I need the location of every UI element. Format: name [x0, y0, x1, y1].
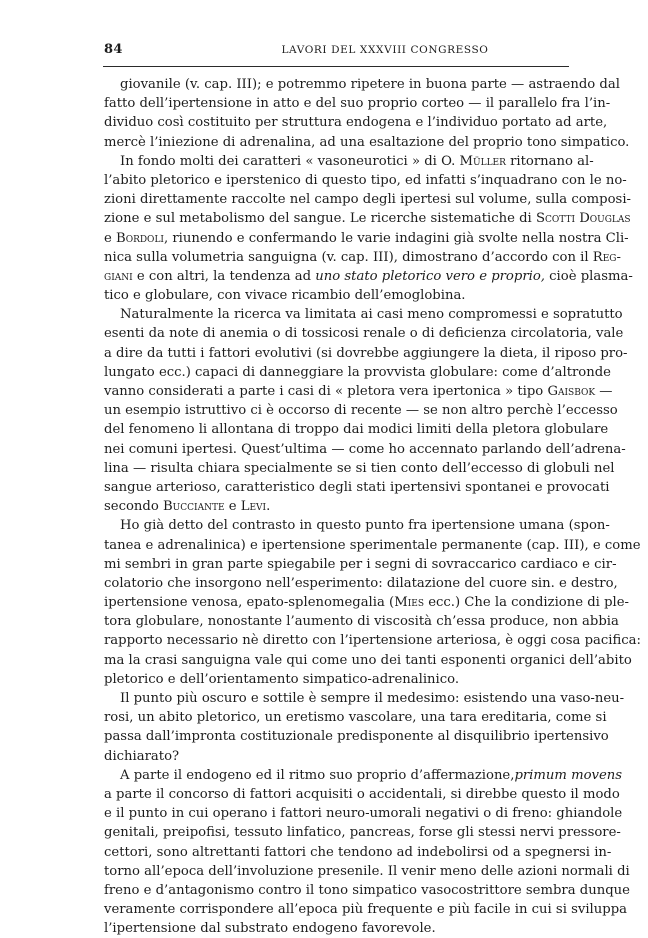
line-text: zioni direttamente raccolte nel campo degli ipertesi sul volume, sulla composi-	[104, 192, 631, 208]
line-text: rapporto necessario nè diretto con l’ipertensione arteriosa, è oggi cosa pacifica:	[104, 633, 641, 649]
paragraph	[104, 689, 625, 766]
line-text: e con altri, la tendenza ad	[132, 268, 316, 284]
author-name: Scotti Douglas	[535, 211, 631, 227]
paragraph	[104, 152, 633, 306]
text-line	[104, 708, 607, 727]
text-line	[104, 113, 608, 132]
line-text: mercè l’iniezione di adrenalina, ad una esaltazione del proprio tono simpatico.	[104, 134, 630, 150]
paragraph	[104, 516, 641, 689]
line-text: lungato ecc.) capaci di danneggiare la provvista globulare: come d’altronde	[104, 364, 611, 380]
text-line	[104, 785, 620, 804]
text-line	[104, 900, 627, 919]
text-line	[104, 363, 611, 382]
text-line	[104, 536, 641, 555]
page-number: 84	[104, 42, 123, 57]
line-text: In fondo molti dei caratteri « vasoneurotici » di O.	[120, 153, 460, 169]
line-text: mi sembri in gran parte spiegabile per i segni di sovraccarico cardiaco e cir-	[104, 556, 617, 572]
paragraph	[104, 766, 630, 938]
text-line	[104, 324, 624, 343]
text-line	[104, 747, 570, 766]
text-line	[104, 420, 609, 439]
line-text: vanno considerati a parte i casi di « pletora vera ipertonica » tipo	[104, 384, 548, 399]
text-line	[104, 612, 619, 631]
text-line	[104, 516, 610, 535]
line-text: veramente corrispondere all’epoca più frequente e più facile in cui si sviluppa	[104, 902, 627, 918]
text-line	[104, 459, 615, 478]
text-line	[104, 133, 630, 152]
text-line	[104, 881, 630, 900]
line-text: rosi, un abito pletorico, un eretismo vascolare, una tara ereditaria, come si	[104, 710, 607, 726]
author-name: Gaisbok	[547, 384, 596, 399]
line-text: Ho già detto del contrasto in questo punto fra ipertensione umana (spon-	[120, 518, 610, 534]
line-text: a dire da tutti i fattori evolutivi (si dovrebbe aggiungere la dieta, il riposo pro-	[104, 345, 628, 361]
header-rule	[103, 66, 569, 67]
line-text: —	[595, 384, 613, 399]
author-name: Bordoli	[116, 230, 164, 246]
line-text: a parte il concorso di fattori acquisiti o accidentali, si direbbe questo il modo	[104, 786, 620, 802]
line-text: , riunendo e confermando le varie indagini già svolte nella nostra Cli-	[163, 230, 629, 246]
line-text: dichiarato?	[104, 748, 180, 764]
line-text: ritornano al-	[505, 153, 594, 169]
line-text: un esempio istruttivo ci è occorso di recente — se non altro perchè l’eccesso	[104, 403, 618, 419]
line-text: tico e globulare, con vivace ricambio dell’emoglobina.	[104, 288, 466, 304]
text-line	[104, 401, 618, 420]
paragraph	[104, 75, 630, 152]
line-text: genitali, preipofisi, tessuto linfatico, pancreas, forse gli stessi nervi pressore-	[104, 825, 621, 841]
line-text: .	[266, 499, 271, 515]
text-line	[104, 75, 620, 94]
line-text: e	[224, 499, 241, 515]
line-text: freno e d’antagonismo contro il tono simpatico vasocostrittore sembra dunque	[104, 882, 630, 898]
text-line	[104, 478, 610, 497]
line-text: lina — risulta chiara specialmente se si tien conto dell’eccesso di globuli nel	[104, 460, 615, 476]
line-text: colatorio che insorgono nell’esperimento: dilatazione del cuore sin. e destro,	[104, 575, 618, 591]
text-line	[104, 919, 570, 938]
italic-text: uno stato pletorico vero e proprio,	[315, 268, 545, 284]
text-line	[104, 190, 631, 209]
line-text: ma la crasi sanguigna vale qui come uno dei tanti esponenti organici dell’abito	[104, 652, 632, 668]
text-line	[104, 267, 633, 286]
line-text: zione e sul metabolismo del sangue. Le ricerche sistematiche di	[104, 211, 536, 227]
line-text: fatto dell’ipertensione in atto e del suo proprio corteo — il parallelo fra l’in-	[104, 96, 611, 112]
text-line	[104, 689, 625, 708]
line-text: passa dall’impronta costituzionale predisponente al disquilibrio ipertensivo	[104, 729, 609, 745]
text-line	[104, 555, 617, 574]
author-name: Müller	[459, 153, 506, 169]
author-name: Mies	[394, 595, 424, 611]
line-text: Naturalmente la ricerca va limitata ai casi meno compromessi e sopratutto	[120, 307, 623, 323]
line-text: endogeno ed il ritmo suo proprio d’affermazione,	[186, 767, 515, 783]
text-line	[104, 862, 630, 881]
text-line	[104, 344, 628, 363]
line-text: l’ipertensione dal substrato endogeno favorevole.	[104, 921, 436, 937]
line-text: giovanile (v. cap. III); e potremmo ripetere in buona parte — astraendo dal	[120, 77, 620, 92]
author-name: Reg-	[592, 249, 621, 265]
text-line	[104, 766, 623, 785]
author-name: Levi	[240, 499, 267, 515]
author-name: giani	[104, 268, 133, 284]
line-text: nica sulla volumetria sanguigna (v. cap. III), dimostrano d’accordo con il	[104, 249, 593, 265]
text-line	[104, 248, 621, 267]
line-text: e il punto in cui operano i fattori neuro-umorali negativi o di freno: ghiandole	[104, 806, 623, 822]
line-text: esenti da note di anemia o di tossicosi renale o di deficienza circolatoria, vale	[104, 326, 624, 342]
line-text: cettori, sono altrettanti fattori che tendono ad indebolirsi od a spegnersi in-	[104, 844, 612, 860]
text-line	[104, 286, 570, 305]
line-text: sangue arterioso, caratteristico degli stati ipertensivi spontanei e provocati	[104, 479, 610, 495]
line-text: torno all’epoca dell’involuzione presenile. Il venir meno delle azioni normali di	[104, 863, 630, 879]
text-line	[104, 804, 623, 823]
line-text: ecc.) Che la condizione di ple-	[424, 595, 629, 611]
text-line	[104, 305, 623, 324]
text-line	[104, 823, 621, 842]
line-text: tanea e adrenalinica) e ipertensione sperimentale permanente (cap. III), e come	[104, 537, 641, 553]
text-line	[104, 229, 629, 248]
text-line	[104, 171, 627, 190]
line-text: del fenomeno li allontana di troppo dai modici limiti della pletora globulare	[104, 422, 609, 438]
italic-text: primum movens	[514, 767, 623, 783]
line-text: e	[104, 230, 116, 246]
line-text: tora globulare, nonostante l’aumento di viscosità ch’essa produce, non abbia	[104, 614, 619, 630]
line-text: dividuo così costituito per struttura endogena e l’individuo portato ad arte,	[104, 115, 608, 131]
text-line	[104, 727, 609, 746]
text-line	[104, 497, 570, 516]
text-line	[104, 631, 641, 650]
text-line	[104, 593, 629, 612]
text-line	[104, 152, 594, 171]
line-text: l’abito pletorico e iperstenico di questo tipo, ed infatti s’inquadrano con le no-	[104, 172, 627, 188]
line-text: nei comuni ipertesi. Quest’ultima — come ho accennato parlando dell’adrena-	[104, 441, 626, 457]
text-line	[104, 651, 632, 670]
running-head: LAVORI DEL XXXVIII CONGRESSO	[281, 44, 489, 56]
text-line	[104, 670, 570, 689]
text-line	[104, 843, 612, 862]
line-text: ipertensione venosa, epato-splenomegalia (	[104, 595, 395, 611]
text-line	[104, 94, 611, 113]
text-line	[104, 209, 631, 228]
line-text: Il punto più oscuro e sottile è sempre il medesimo: esistendo una vaso-neu-	[120, 691, 625, 706]
line-text: pletorico e dell’orientamento simpatico-adrenalinico.	[104, 671, 460, 687]
line-text: cioè plasma-	[544, 268, 633, 284]
author-name: Bucciante	[162, 499, 225, 515]
paragraph	[104, 305, 628, 516]
body-text	[104, 75, 641, 938]
text-line	[104, 440, 626, 459]
text-line	[104, 382, 613, 401]
line-text: secondo	[104, 499, 163, 515]
text-line	[104, 574, 618, 593]
line-text: A parte il	[120, 767, 187, 783]
